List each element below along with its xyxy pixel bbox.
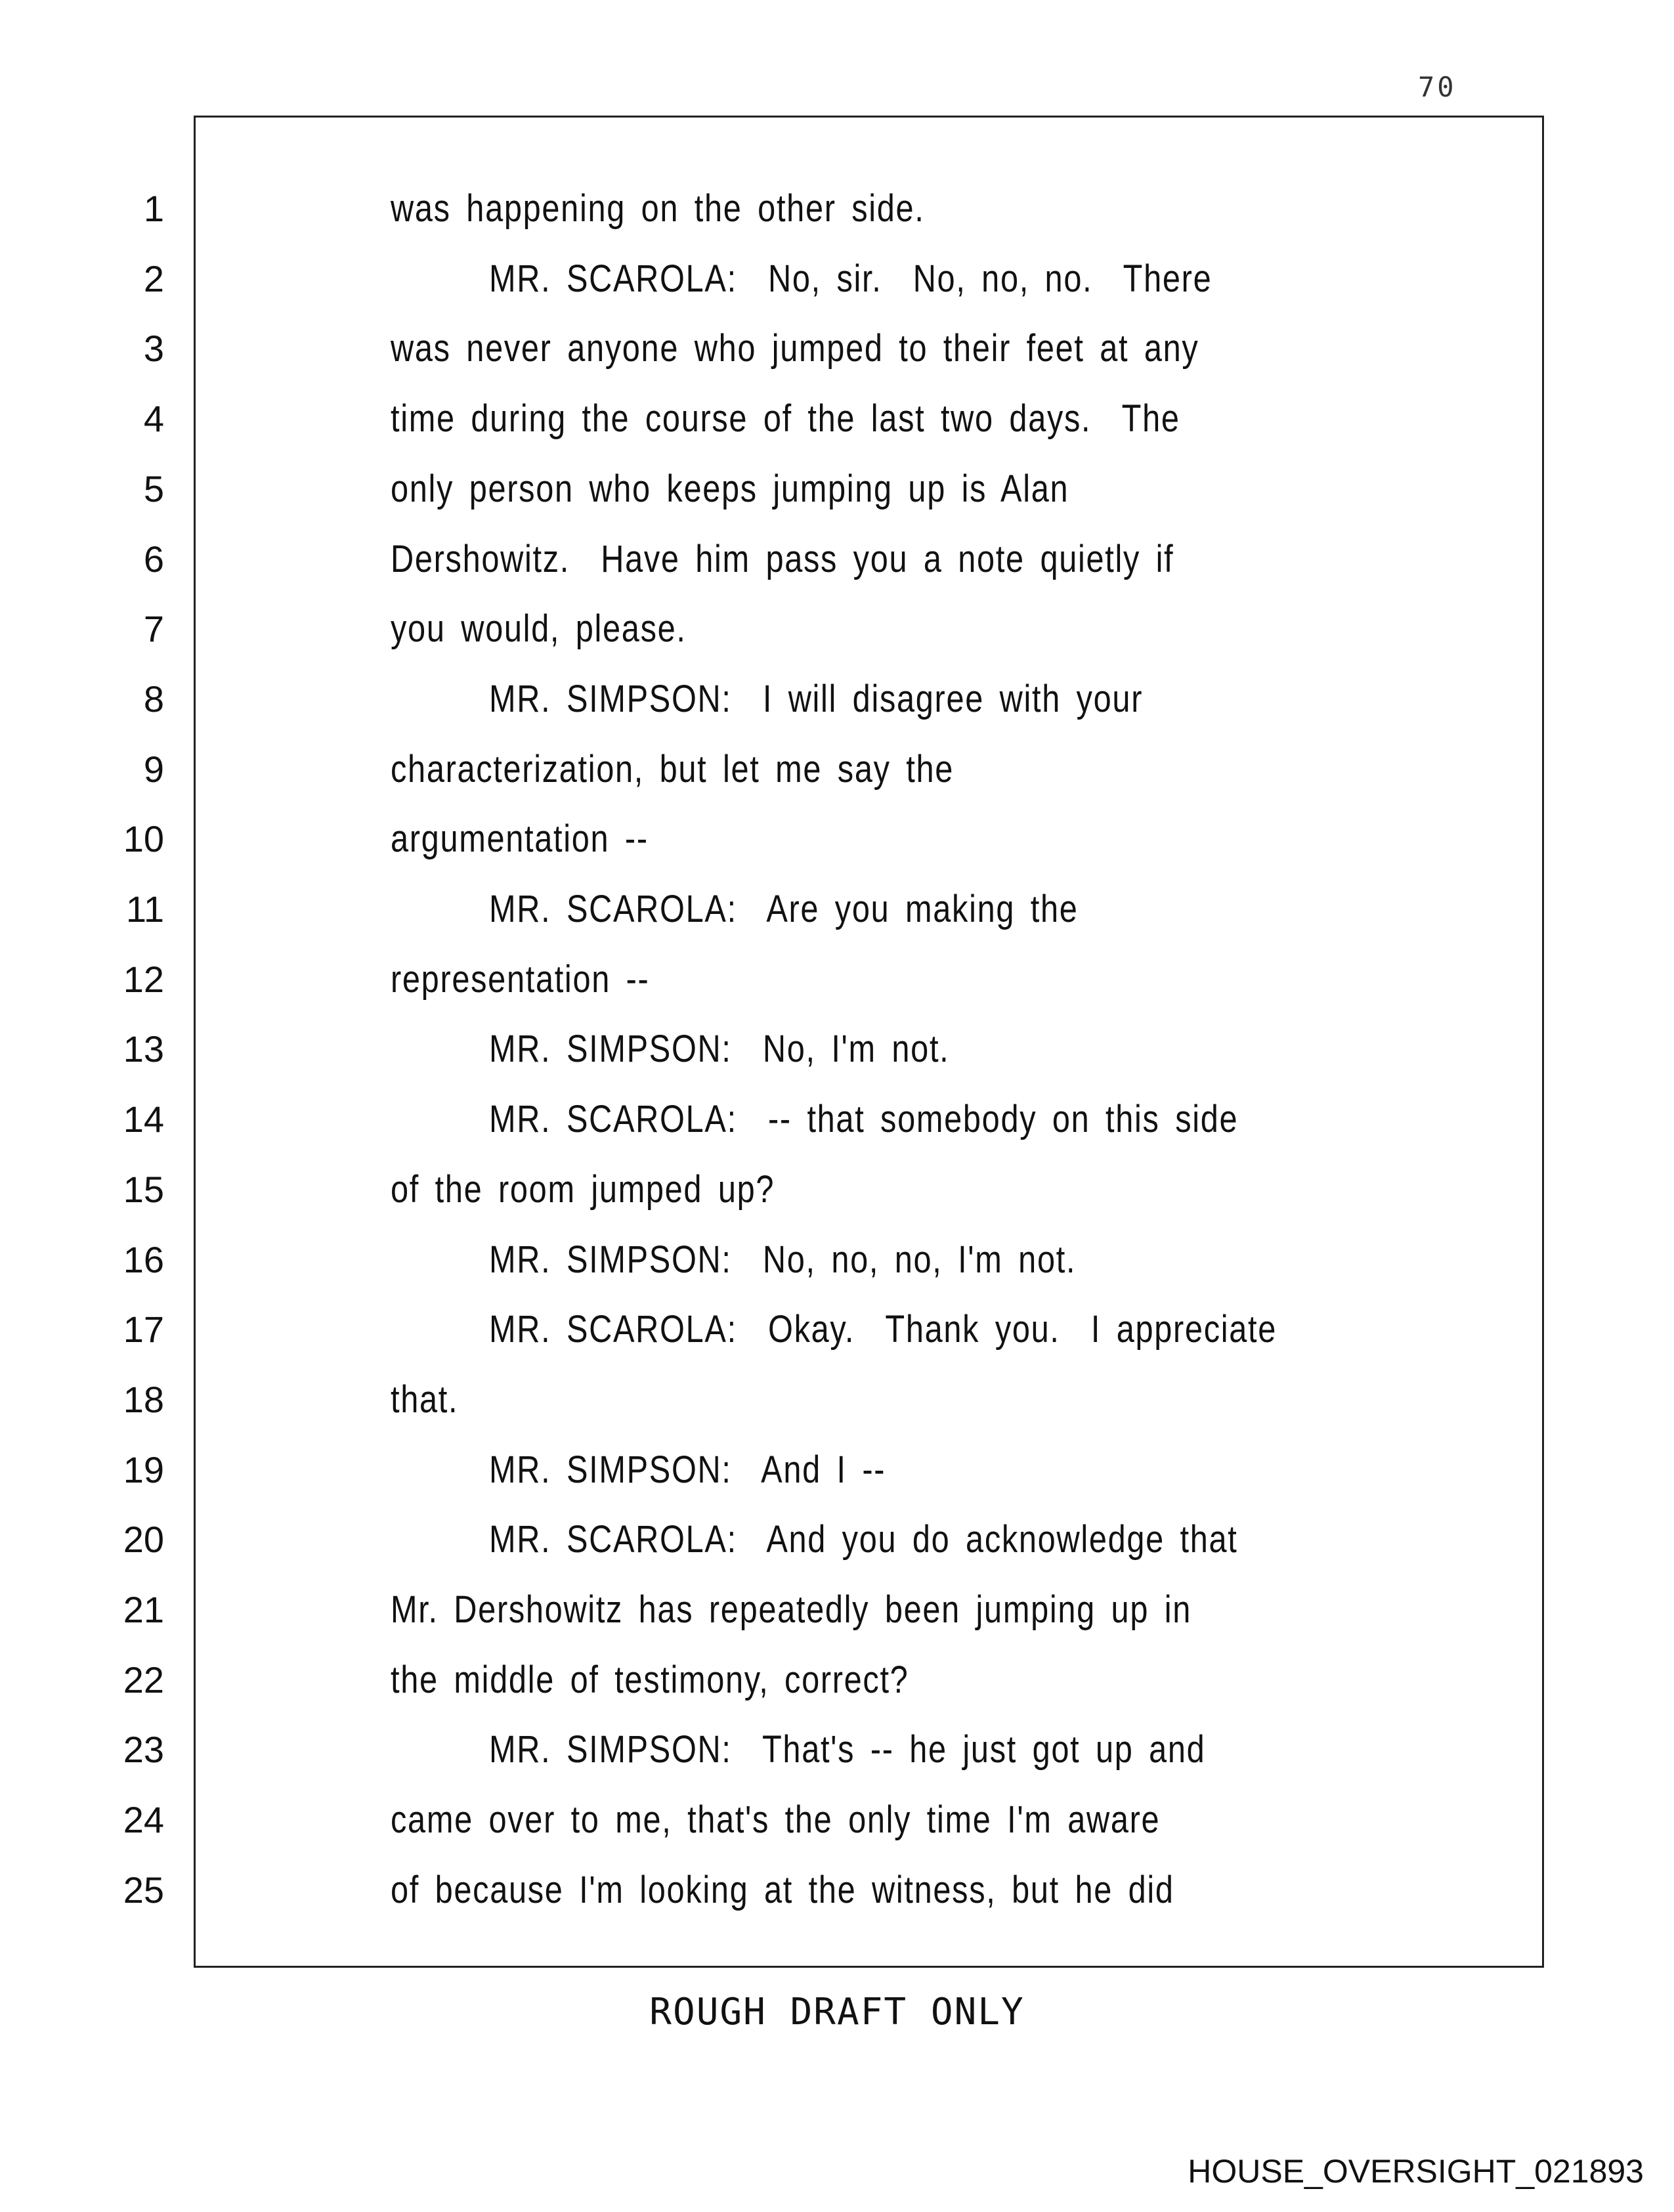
line-number: 4 [143,398,164,439]
transcript-line: characterization, but let me say the [391,748,955,791]
page-number: 70 [1418,71,1457,103]
line-number: 22 [123,1659,164,1701]
transcript-line: representation -- [391,958,650,1001]
line-number: 12 [123,959,164,1000]
line-number: 9 [143,748,164,790]
line-number: 15 [123,1169,164,1210]
line-number: 1 [143,188,164,229]
transcript-line: MR. SIMPSON: I will disagree with your [489,678,1144,720]
line-number: 8 [143,678,164,720]
transcript-line: of the room jumped up? [391,1168,775,1211]
transcript-line: Dershowitz. Have him pass you a note quietly if [391,538,1174,580]
transcript-line: MR. SCAROLA: And you do acknowledge that [489,1518,1238,1561]
line-number: 7 [143,608,164,649]
transcript-line: argumentation -- [391,817,649,860]
line-number: 2 [143,258,164,299]
transcript-line: MR. SCAROLA: No, sir. No, no, no. There [489,257,1213,300]
line-number: 5 [143,468,164,510]
line-number: 3 [143,328,164,369]
transcript-line: MR. SIMPSON: And I -- [489,1448,886,1491]
line-number: 13 [123,1028,164,1070]
bates-number: HOUSE_OVERSIGHT_021893 [1188,2153,1644,2190]
line-number: 24 [123,1799,164,1840]
transcript-line: that. [391,1378,459,1421]
transcript-line: time during the course of the last two days. The [391,397,1180,440]
line-number: 23 [123,1729,164,1770]
line-number: 20 [123,1519,164,1560]
line-number: 18 [123,1379,164,1420]
transcript-line: MR. SCAROLA: Are you making the [489,888,1079,930]
line-number: 19 [123,1449,164,1490]
transcript-line: MR. SIMPSON: No, no, no, I'm not. [489,1238,1077,1281]
transcript-line: MR. SIMPSON: That's -- he just got up and [489,1728,1206,1771]
line-number: 11 [125,888,164,930]
line-number: 10 [123,818,164,859]
transcript-line: only person who keeps jumping up is Alan [391,467,1069,510]
transcript-line: was happening on the other side. [391,187,925,230]
transcript-line: the middle of testimony, correct? [391,1659,909,1701]
line-number: 16 [123,1239,164,1280]
line-number: 14 [123,1098,164,1140]
transcript-line: MR. SCAROLA: -- that somebody on this side [489,1098,1239,1140]
transcript-line: MR. SCAROLA: Okay. Thank you. I appreciate [489,1308,1277,1351]
transcript-line: MR. SIMPSON: No, I'm not. [489,1028,950,1070]
transcript-line: was never anyone who jumped to their feet at any [391,327,1199,370]
line-number: 6 [143,538,164,580]
line-number: 17 [123,1309,164,1350]
line-number: 21 [123,1589,164,1630]
draft-footer: ROUGH DRAFT ONLY [649,1991,1025,2033]
line-number: 25 [123,1869,164,1911]
transcript-line: Mr. Dershowitz has repeatedly been jumping up in [391,1588,1191,1631]
transcript-line: came over to me, that's the only time I'm aware [391,1798,1161,1841]
transcript-line: you would, please. [391,607,687,650]
transcript-line: of because I'm looking at the witness, but he did [391,1869,1174,1911]
